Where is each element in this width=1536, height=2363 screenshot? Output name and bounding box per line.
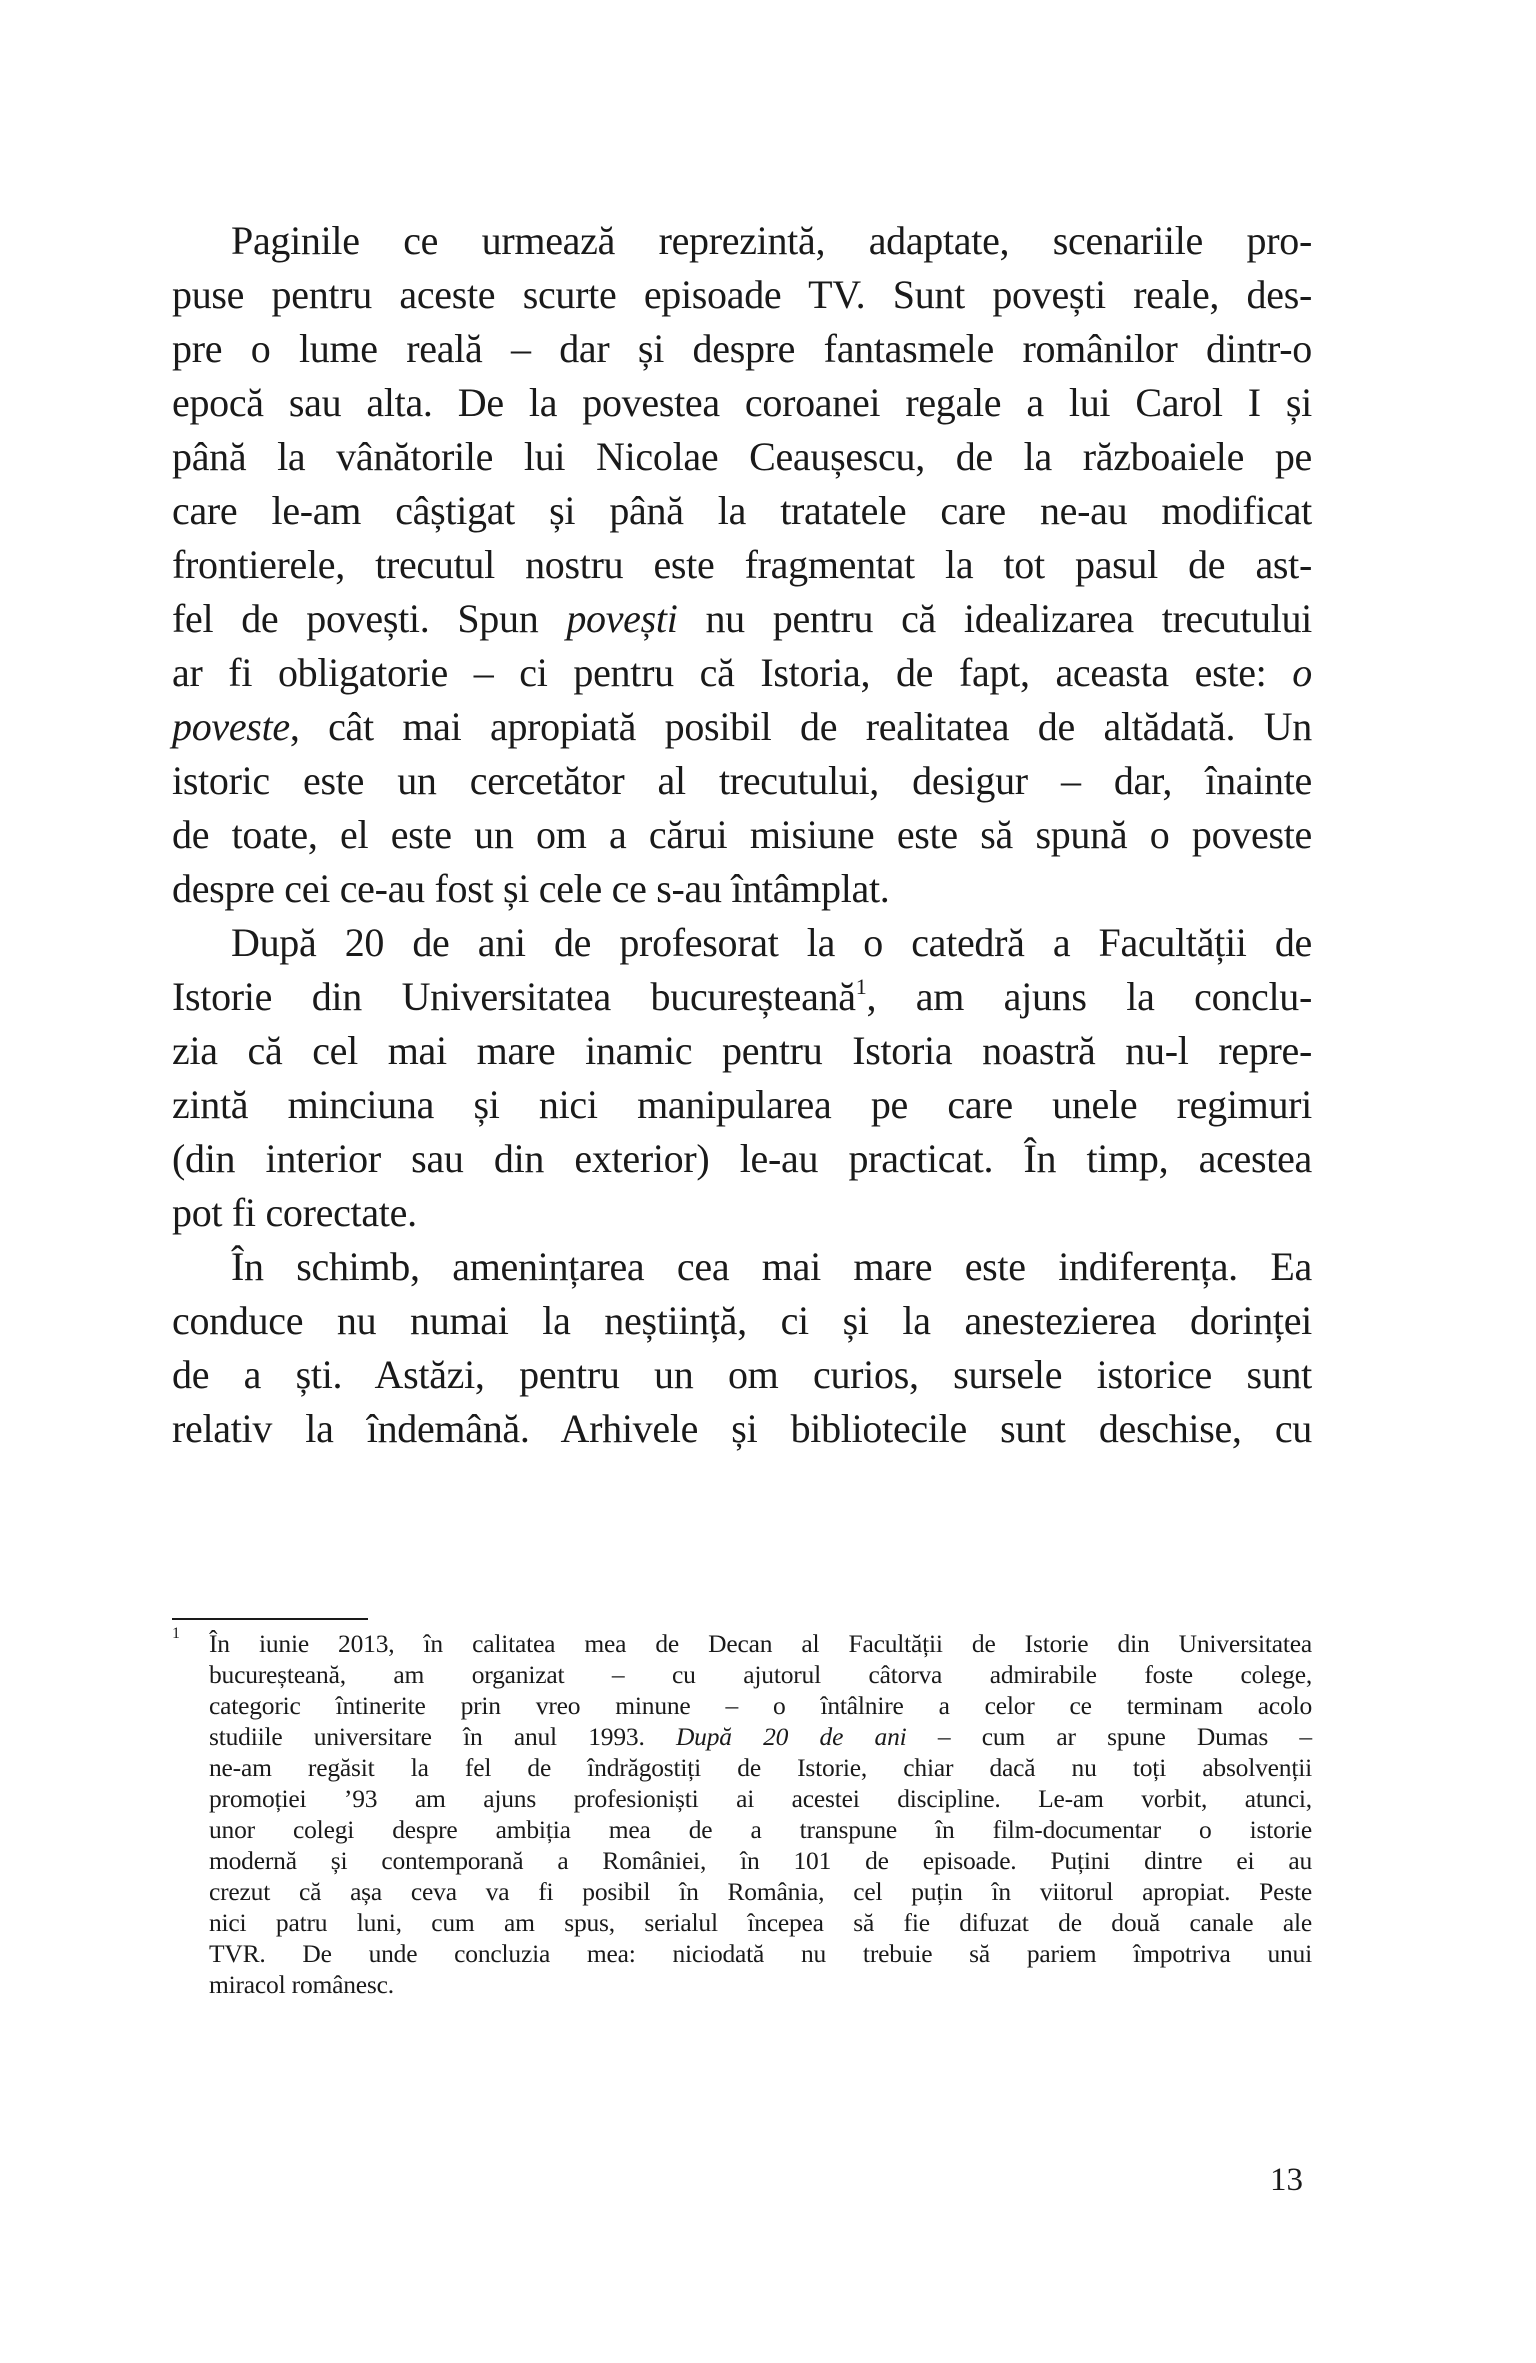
line-text: pre o lume reală – dar și despre fantasmele românilor dintr-o (172, 326, 1312, 371)
footnote-text: promoției ’93 am ajuns profesioniști ai acestei discipline. Le-am vorbit, atunci, (209, 1784, 1312, 1813)
body-line (172, 376, 1312, 430)
line-text: relativ la îndemână. Arhivele și bibliotecile sunt deschise, cu (172, 1406, 1312, 1451)
line-text: (din interior sau din exterior) le-au practicat. În timp, acestea (172, 1136, 1312, 1181)
emphasis-text: povești (566, 596, 678, 641)
body-line (172, 646, 1312, 700)
body-line (172, 970, 1312, 1024)
line-text: ar fi obligatorie – ci pentru că Istoria, de fapt, aceasta este: (172, 650, 1293, 695)
line-text: Paginile ce urmează reprezintă, adaptate, scenariile pro- (231, 218, 1312, 263)
line-text: până la vânătorile lui Nicolae Ceaușescu, de la războaiele pe (172, 434, 1312, 479)
body-line (172, 1294, 1312, 1348)
body-line (172, 808, 1312, 862)
body-line (172, 916, 1312, 970)
line-text: zia că cel mai mare inamic pentru Istoria noastră nu-l repre- (172, 1028, 1312, 1073)
body-text (172, 214, 1312, 1456)
footnote-text: TVR. De unde concluzia mea: niciodată nu trebuie să pariem împotriva unui (209, 1939, 1312, 1968)
line-text: care le-am câștigat și până la tratatele care ne-au modificat (172, 488, 1312, 533)
body-line (172, 1348, 1312, 1402)
line-text: Istorie din Universitatea bucureșteană (172, 974, 856, 1019)
body-line (172, 430, 1312, 484)
body-line (172, 1132, 1312, 1186)
body-line (172, 592, 1312, 646)
line-text: epocă sau alta. De la povestea coroanei regale a lui Carol I și (172, 380, 1312, 425)
page-number: 13 (1270, 2162, 1303, 2198)
footnote-reference[interactable]: 1 (855, 974, 867, 999)
footnote-separator (172, 1618, 368, 1620)
footnote-text: ne-am regăsit la fel de îndrăgostiți de Istorie, chiar dacă nu toți absolvenții (209, 1753, 1312, 1782)
line-text: , cât mai apropiată posibil de realitatea de altădată. Un (289, 704, 1312, 749)
body-line (172, 1240, 1312, 1294)
footnote-line (172, 1783, 1312, 1814)
line-text: După 20 de ani de profesorat la o catedră a Facultății de (231, 920, 1312, 965)
body-line (172, 214, 1312, 268)
line-text: , am ajuns la conclu- (866, 974, 1312, 1019)
emphasis-text: După 20 de ani (675, 1722, 907, 1751)
footnote-line (172, 1938, 1312, 1969)
footnote-text: În iunie 2013, în calitatea mea de Decan al Facultății de Istorie din Universitatea (209, 1629, 1312, 1658)
footnote-marker: 1 (172, 1625, 180, 1642)
body-line (172, 862, 1312, 916)
footnote-text: bucureșteană, am organizat – cu ajutorul câtorva admirabile foste colege, (209, 1660, 1312, 1689)
footnote-line (172, 1752, 1312, 1783)
line-text: pot fi corectate. (172, 1190, 417, 1235)
body-line (172, 322, 1312, 376)
line-text: puse pentru aceste scurte episoade TV. Sunt povești reale, des- (172, 272, 1312, 317)
line-text: de toate, el este un om a cărui misiune este să spună o poveste (172, 812, 1312, 857)
body-line (172, 700, 1312, 754)
footnote-text: unor colegi despre ambiția mea de a transpune în film-documentar o istorie (209, 1815, 1312, 1844)
footnote-text: crezut că așa ceva va fi posibil în România, cel puțin în viitorul apropiat. Peste (209, 1877, 1312, 1906)
line-text: despre cei ce-au fost și cele ce s-au întâmplat. (172, 866, 890, 911)
footnote-text: studiile universitare în anul 1993. (209, 1722, 676, 1751)
body-line (172, 754, 1312, 808)
footnote-line (172, 1969, 1312, 2000)
footnote-line (172, 1659, 1312, 1690)
line-text: de a ști. Astăzi, pentru un om curios, sursele istorice sunt (172, 1352, 1312, 1397)
emphasis-text: o (1292, 650, 1312, 695)
body-line (172, 538, 1312, 592)
line-text: nu pentru că idealizarea trecutului (677, 596, 1312, 641)
footnote (172, 1625, 1312, 2000)
line-text: istoric este un cercetător al trecutului, desigur – dar, înainte (172, 758, 1312, 803)
footnote-text: modernă și contemporană a României, în 101 de episoade. Puțini dintre ei au (209, 1846, 1312, 1875)
footnote-line (172, 1721, 1312, 1752)
body-line (172, 484, 1312, 538)
body-line (172, 1402, 1312, 1456)
footnote-line (172, 1907, 1312, 1938)
body-line (172, 268, 1312, 322)
body-line (172, 1024, 1312, 1078)
footnote-line (172, 1625, 1312, 1659)
body-line (172, 1186, 1312, 1240)
line-text: fel de povești. Spun (172, 596, 567, 641)
footnote-line (172, 1845, 1312, 1876)
line-text: zintă minciuna și nici manipularea pe care unele regimuri (172, 1082, 1312, 1127)
footnote-text: categoric întinerite prin vreo minune – o întâlnire a celor ce terminam acolo (209, 1691, 1312, 1720)
footnote-line (172, 1690, 1312, 1721)
footnote-line (172, 1814, 1312, 1845)
footnote-text: – cum ar spune Dumas – (906, 1722, 1312, 1751)
body-line (172, 1078, 1312, 1132)
line-text: frontierele, trecutul nostru este fragmentat la tot pasul de ast- (172, 542, 1312, 587)
footnote-line (172, 1876, 1312, 1907)
line-text: conduce nu numai la neștiință, ci și la anestezierea dorinței (172, 1298, 1312, 1343)
line-text: În schimb, amenințarea cea mai mare este indiferența. Ea (231, 1244, 1312, 1289)
footnote-text: nici patru luni, cum am spus, serialul începea să fie difuzat de două canale ale (209, 1908, 1312, 1937)
emphasis-text: poveste (172, 704, 290, 749)
footnote-text: miracol românesc. (209, 1970, 394, 1999)
